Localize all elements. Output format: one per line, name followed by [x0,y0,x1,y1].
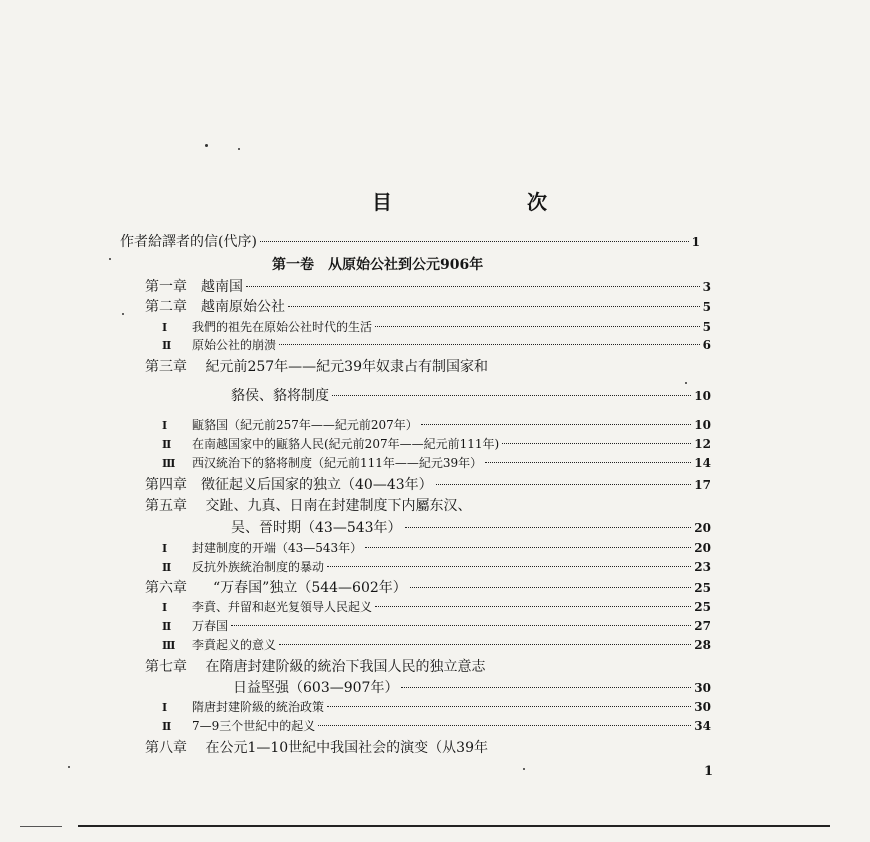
scan-speck [68,766,70,768]
section-number: Ⅰ [162,542,168,555]
page-ref: 3 [702,280,711,294]
scan-edge-line [78,825,830,827]
chapter-title-line1: 在隋唐封建阶級的統治下我国人民的独立意志 [205,659,486,675]
section-number: Ⅰ [162,419,168,432]
section-number: Ⅰ [162,701,168,714]
toc-entry-section[interactable] [162,636,711,653]
toc-entry-section[interactable] [162,336,711,353]
section-number: Ⅱ [162,339,172,352]
chapter-label: 第三章 [145,359,187,375]
page-ref: 20 [694,541,711,555]
chapter-title: 徵征起义后国家的独立（40—43年） [201,477,433,493]
toc-entry-section[interactable] [162,539,711,556]
toc-entry-chapter[interactable] [145,495,471,515]
volume-heading: 第一卷 从原始公社到公元906年 [272,257,484,273]
section-number: Ⅰ [162,321,168,334]
scan-speck [523,768,525,770]
section-number: Ⅲ [162,639,176,652]
toc-entry-section[interactable] [162,698,711,715]
leader-dots [246,286,700,287]
section-title: 李賁、幷留和赵光复領导人民起义 [192,600,373,614]
section-title: 万春国 [192,619,229,633]
section-title: 封建制度的开端（43—543年） [192,541,363,555]
page-ref: 28 [694,638,711,652]
section-number: Ⅰ [162,601,168,614]
section-number: Ⅲ [162,457,176,470]
page-ref: 10 [694,389,711,403]
chapter-title: 越南原始公社 [201,299,285,315]
page-ref: 23 [694,560,711,574]
toc-entry-section[interactable] [162,558,711,575]
section-title: 原始公社的崩溃 [192,338,277,352]
chapter-title-line1: 交趾、九真、日南在封建制度下内屬东汉、 [205,498,472,514]
leader-dots [375,606,691,607]
toc-entry-chapter[interactable] [145,276,711,296]
page-ref: 30 [694,700,711,714]
leader-dots [318,725,691,726]
leader-dots [327,566,691,567]
page-title: 目 次 [372,190,611,214]
leader-dots [279,344,700,345]
leader-dots [260,241,689,242]
toc-entry-chapter-cont[interactable] [231,517,711,537]
scan-edge-line [20,826,62,827]
section-title: 在南越国家中的甌貉人民(紀元前207年——紀元前111年) [192,437,500,451]
toc-entry-section[interactable] [162,435,711,452]
chapter-title-line2: 貉侯、貉将制度 [231,388,329,404]
leader-dots [405,527,692,528]
leader-dots [410,587,692,588]
chapter-title-line2: 日益堅强（603—907年） [233,680,399,696]
chapter-label: 第八章 [145,740,187,756]
section-number: Ⅱ [162,561,172,574]
section-title: 我們的祖先在原始公社时代的生活 [192,320,373,334]
leader-dots [365,547,691,548]
toc-entry-section[interactable] [162,598,711,615]
page-ref: 1 [691,235,700,249]
section-title: 李賁起义的意义 [192,638,277,652]
leader-dots [375,326,700,327]
section-title: 西汉統治下的貉将制度（紀元前111年——紀元39年） [192,456,483,470]
chapter-title: “万春国”独立（544—602年） [213,580,407,596]
leader-dots [327,706,691,707]
chapter-title-line1: 在公元1—10世紀中我国社会的演变（从39年 [205,740,488,756]
toc-entry-chapter[interactable] [145,356,488,376]
entry-title: 作者給譯者的信(代序) [120,234,257,250]
scan-speck [238,148,240,150]
toc-entry-section[interactable] [162,717,711,734]
chapter-label: 第七章 [145,659,187,675]
scan-speck [109,258,111,260]
page-ref: 20 [694,521,711,535]
section-number: Ⅱ [162,438,172,451]
page-ref: 25 [694,600,711,614]
section-number: Ⅱ [162,620,172,633]
page-ref: 14 [694,456,711,470]
toc-entry-section[interactable] [162,416,711,433]
section-title: 7—9三个世紀中的起义 [192,719,316,733]
scan-speck [205,144,208,147]
leader-dots [502,443,691,444]
section-title: 甌貉国（紀元前257年——紀元前207年） [192,418,418,432]
toc-entry-chapter-cont[interactable] [233,677,711,697]
section-title: 隋唐封建阶級的統治政策 [192,700,325,714]
chapter-label: 第四章 [145,477,187,493]
page-ref: 6 [702,338,711,352]
chapter-label: 第一章 [145,279,187,295]
chapter-label: 第六章 [145,580,187,596]
toc-entry-section[interactable] [162,454,711,471]
page-ref: 5 [702,320,711,334]
leader-dots [231,625,691,626]
toc-entry-chapter[interactable] [145,474,711,494]
page-ref: 12 [694,437,711,451]
leader-dots [288,306,700,307]
toc-entry-chapter[interactable] [145,577,711,597]
page-ref: 5 [702,300,711,314]
leader-dots [279,644,691,645]
toc-entry-chapter[interactable] [145,737,488,757]
toc-entry-chapter[interactable] [145,296,711,316]
toc-entry-chapter[interactable] [145,656,485,676]
chapter-label: 第五章 [145,498,187,514]
page-ref: 25 [694,581,711,595]
toc-entry-preface[interactable] [120,231,700,251]
toc-entry-chapter-cont[interactable] [231,385,711,405]
toc-entry-section[interactable] [162,617,711,634]
chapter-title-line1: 紀元前257年——紀元39年奴隶占有制国家和 [205,359,488,375]
section-title: 反抗外族統治制度的暴动 [192,560,325,574]
scan-speck [122,313,124,315]
leader-dots [401,687,691,688]
leader-dots [485,462,691,463]
chapter-label: 第二章 [145,299,187,315]
toc-entry-section[interactable] [162,318,711,335]
page-ref: 10 [694,418,711,432]
chapter-title: 越南国 [201,279,243,295]
page-ref: 17 [694,478,711,492]
chapter-title-line2: 吴、晉时期（43—543年） [231,520,402,536]
section-number: Ⅱ [162,720,172,733]
page-number: 1 [704,764,714,779]
leader-dots [436,484,692,485]
leader-dots [421,424,691,425]
page-ref: 30 [694,681,711,695]
leader-dots [332,395,691,396]
page-ref: 34 [694,719,711,733]
scan-speck [685,382,687,384]
page-ref: 27 [694,619,711,633]
